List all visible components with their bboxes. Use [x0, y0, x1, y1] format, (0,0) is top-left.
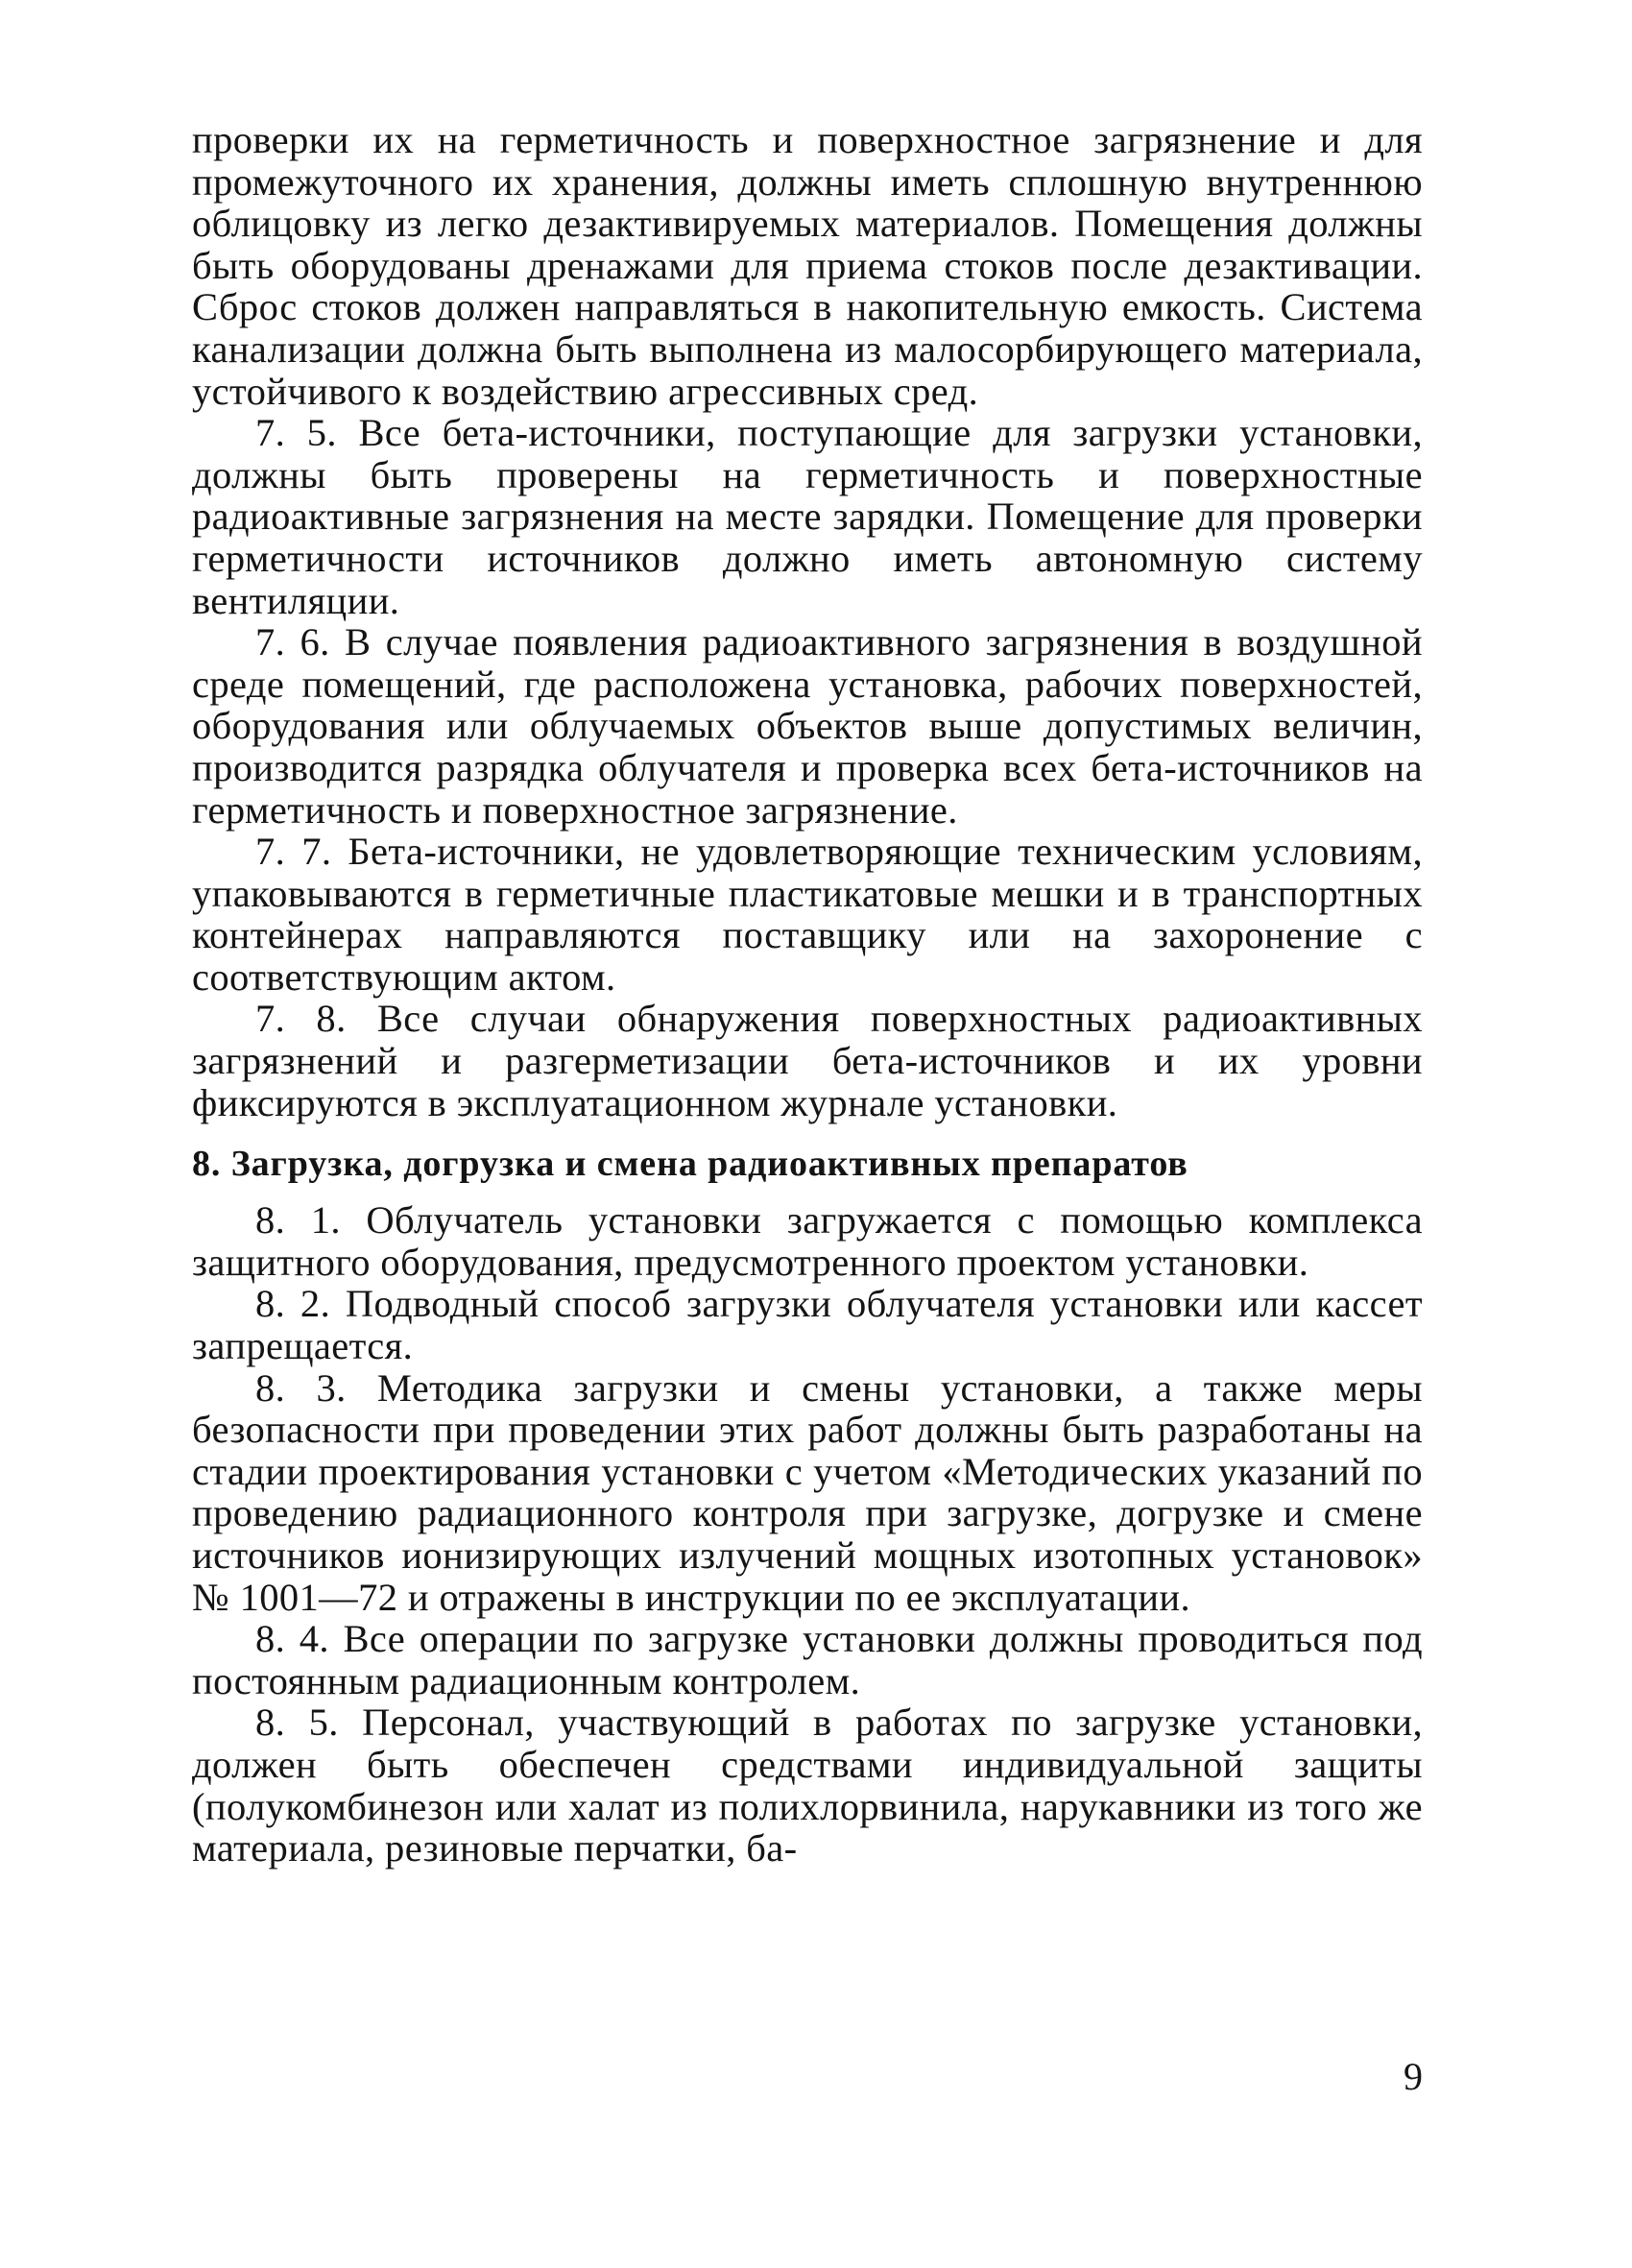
- paragraph-7-8: 7. 8. Все случаи обнаружения поверхностных радиоактивных загрязнений и разгерметизации бета-источников и их уровни фиксируются в эксплуатационном журнале установки.: [192, 997, 1423, 1124]
- paragraph-8-5: 8. 5. Персонал, участвующий в работах по загрузке установки, должен быть обеспечен средствами индивидуальной защиты (полукомбинезон или халат из полихлорвинила, нарукавники из того же материала, резиновые перчатки, ба-: [192, 1701, 1423, 1870]
- paragraph-8-3: 8. 3. Методика загрузки и смены установки, а также меры безопасности при проведении этих работ должны быть разработаны на стадии проектирования установки с учетом «Методических указаний по проведению радиационного контроля при загрузке, догрузке и смене источников ионизирующих излучений мощных изотопных установок» № 1001—72 и отражены в инструкции по ее эксплуатации.: [192, 1365, 1423, 1619]
- paragraph-7-6: 7. 6. В случае появления радиоактивного загрязнения в воздушной среде помещений, где расположена установка, рабочих поверхностей, оборудования или облучаемых объектов выше допустимых величин, производится разрядка облучателя и проверка всех бета-источников на герметичность и поверхностное загрязнение.: [192, 620, 1423, 832]
- paragraph-7-7: 7. 7. Бета-источники, не удовлетворяющие техническим условиям, упаковываются в герметичные пластикатовые мешки и в транспортных контейнерах направляются поставщику или на захоронение с соответствующим актом.: [192, 830, 1423, 999]
- section-8-heading: 8. Загрузка, догрузка и смена радиоактивных препаратов: [192, 1144, 1188, 1185]
- paragraph-7-4-continued: проверки их на герметичность и поверхностное загрязнение и для промежуточного их хранения, должны иметь сплошную внутреннюю облицовку из легко дезактивируемых материалов. Помещения должны быть оборудованы дренажами для приема стоков после дезактивации. Сброс стоков должен направляться в накопительную емкость. Система канализации должна быть выполнена из малосорбирующего материала, устойчивого к воздействию агрессивных сред.: [192, 118, 1423, 413]
- page-number: 9: [1404, 2055, 1423, 2098]
- paragraph-8-2: 8. 2. Подводный способ загрузки облучателя установки или кассет запрещается.: [192, 1282, 1423, 1368]
- paragraph-7-5: 7. 5. Все бета-источники, поступающие для загрузки установки, должны быть проверены на герметичность и поверхностные радиоактивные загрязнения на месте зарядки. Помещение для проверки герметичности источников должно иметь автономную систему вентиляции.: [192, 411, 1423, 622]
- paragraph-8-1: 8. 1. Облучатель установки загружается с помощью комплекса защитного оборудования, предусмотренного проектом установки.: [192, 1198, 1423, 1284]
- paragraph-8-4: 8. 4. Все операции по загрузке установки должны проводиться под постоянным радиационным контролем.: [192, 1617, 1423, 1702]
- body-text: [192, 119, 1423, 1870]
